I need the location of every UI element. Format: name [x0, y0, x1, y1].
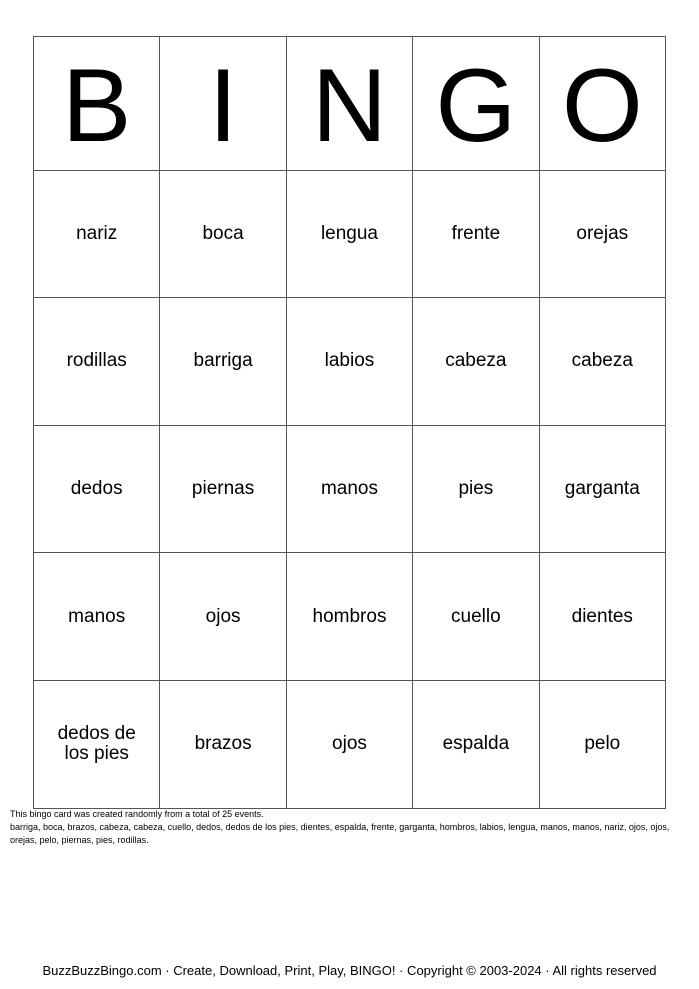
- bingo-cell: espalda: [413, 680, 539, 808]
- bingo-cell: labios: [286, 298, 412, 426]
- bingo-cell: piernas: [160, 425, 286, 553]
- bingo-cell-text: dedos de los pies: [57, 723, 136, 765]
- bingo-row: [34, 298, 666, 426]
- bingo-cell: dientes: [539, 553, 665, 681]
- bingo-header-letter-b: B: [34, 37, 160, 171]
- bingo-header-letter-i: I: [160, 37, 286, 171]
- bingo-cell: cuello: [413, 553, 539, 681]
- bingo-cell: [34, 680, 160, 808]
- bingo-row: [34, 553, 666, 681]
- bingo-cell: barriga: [160, 298, 286, 426]
- bingo-header-letter-g: G: [413, 37, 539, 171]
- bingo-row: [34, 170, 666, 298]
- bingo-card: [33, 36, 666, 809]
- bingo-header-row: [34, 37, 666, 171]
- bingo-row: [34, 425, 666, 553]
- card-note-word-list: barriga, boca, brazos, cabeza, cabeza, cuello, dedos, dedos de los pies, dientes, espalda, frente, garganta, hombros, labios, lengua, manos, manos, nariz, ojos, ojos, orejas, pelo, piernas, pies, rodillas.: [10, 822, 670, 845]
- card-note-summary: This bingo card was created randomly from a total of 25 events.: [10, 809, 264, 819]
- bingo-cell: ojos: [160, 553, 286, 681]
- bingo-cell: boca: [160, 170, 286, 298]
- bingo-cell: hombros: [286, 553, 412, 681]
- bingo-cell: frente: [413, 170, 539, 298]
- bingo-cell: cabeza: [413, 298, 539, 426]
- bingo-cell: cabeza: [539, 298, 665, 426]
- bingo-cell: orejas: [539, 170, 665, 298]
- bingo-cell: rodillas: [34, 298, 160, 426]
- bingo-cell: ojos: [286, 680, 412, 808]
- bingo-header-letter-n: N: [286, 37, 412, 171]
- bingo-cell: pies: [413, 425, 539, 553]
- bingo-cell: manos: [34, 553, 160, 681]
- bingo-cell: dedos: [34, 425, 160, 553]
- bingo-cell: lengua: [286, 170, 412, 298]
- card-note: [10, 808, 685, 847]
- bingo-cell: garganta: [539, 425, 665, 553]
- bingo-cell: nariz: [34, 170, 160, 298]
- bingo-cell: pelo: [539, 680, 665, 808]
- bingo-header-letter-o: O: [539, 37, 665, 171]
- bingo-cell: brazos: [160, 680, 286, 808]
- bingo-row: [34, 680, 666, 808]
- page-footer: BuzzBuzzBingo.com · Create, Download, Print, Play, BINGO! · Copyright © 2003-2024 · All rights reserved: [42, 963, 657, 978]
- bingo-cell: manos: [286, 425, 412, 553]
